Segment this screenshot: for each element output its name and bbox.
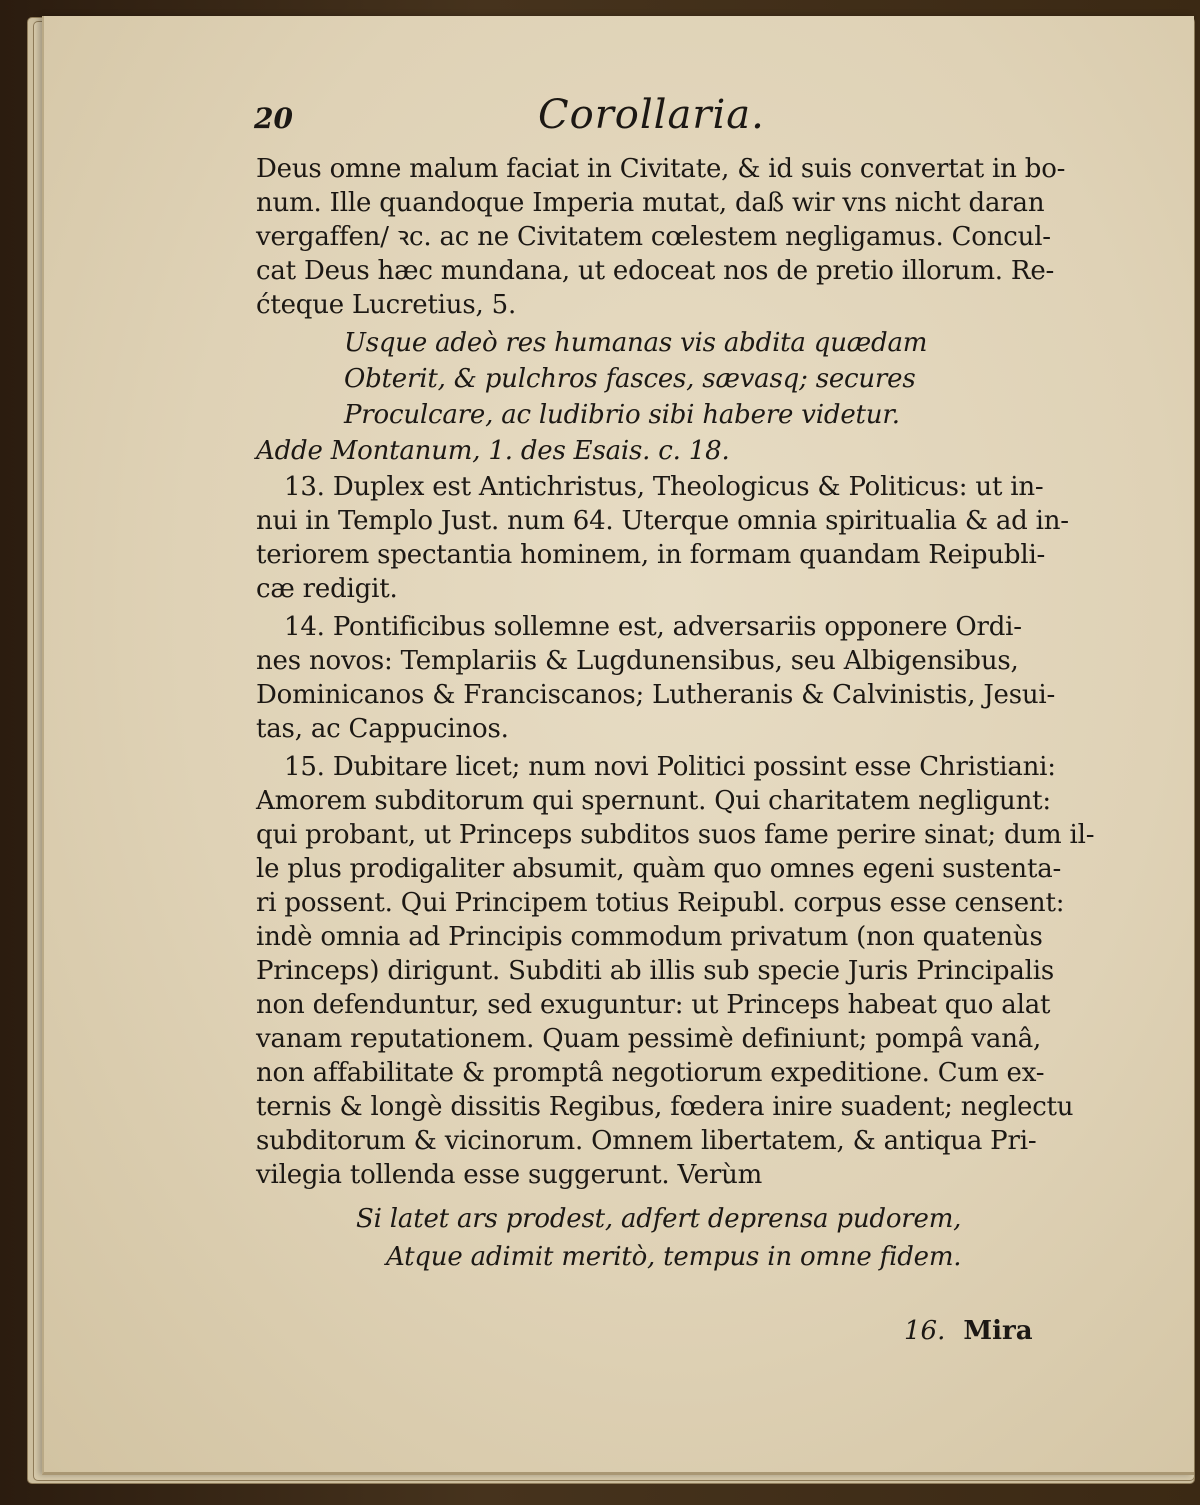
text-line: nes novos: Templariis & Lugdunensibus, seu Albigensibus, [256,646,1019,676]
text-line: vergaffen/ ꝛc. ac ne Civitatem cœlestem negligamus. Concul- [256,222,1051,252]
text-line: ri possent. Qui Principem totius Reipubl. corpus esse censent: [256,888,1065,918]
text-line: non affabilitate & promptâ negotiorum expeditione. Cum ex- [256,1058,1045,1088]
catchword-number: 16. [904,1316,946,1346]
text-line: num. Ille quandoque Imperia mutat, daß wir vns nicht daran [256,188,1045,218]
catchword [904,1316,1033,1346]
text-line: ćteque Lucretius, 5. [256,290,517,320]
text-line: 15. Dubitare licet; num novi Politici possint esse Christiani: [284,752,1056,782]
text-line: Dominicanos & Franciscanos; Lutheranis & Calvinistis, Jesui- [256,680,1056,710]
text-line: indè omnia ad Principis commodum privatum (non quatenùs [256,922,1043,952]
text-line: Amorem subditorum qui spernunt. Qui charitatem negligunt: [256,786,1051,816]
text-line: le plus prodigaliter absumit, quàm quo omnes egeni sustenta- [256,854,1062,884]
text-line: vilegia tollenda esse suggerunt. Verùm [256,1160,763,1190]
verse-line: Atque adimit meritò, tempus in omne fidem. [386,1242,962,1272]
text-line: cæ redigit. [256,574,398,604]
verse-line: Usque adeò res humanas vis abdita quædam [344,328,928,358]
text-line: non defenduntur, sed exuguntur: ut Princeps habeat quo alat [256,990,1051,1020]
text-line: nui in Templo Just. num 64. Uterque omnia spiritualia & ad in- [256,506,1069,536]
text-line: subditorum & vicinorum. Omnem libertatem, & antiqua Pri- [256,1126,1037,1156]
verse-line: Si latet ars prodest, adfert deprensa pudorem, [356,1204,962,1234]
text-line: tas, ac Cappucinos. [256,714,509,744]
text-line: 13. Duplex est Antichristus, Theologicus & Politicus: ut in- [284,472,1044,502]
text-line: teriorem spectantia hominem, in formam quandam Reipubli- [256,540,1046,570]
addendum-line: Adde Montanum, 1. des Esais. c. 18. [256,436,730,466]
text-line: qui probant, ut Princeps subditos suos fame perire sinat; dum il- [256,820,1095,850]
page-number: 20 [254,102,293,135]
text-line: 14. Pontificibus sollemne est, adversariis opponere Ordi- [284,612,1022,642]
verse-line: Obterit, & pulchros fasces, sævasq; secures [344,364,916,394]
verse-line: Proculcare, ac ludibrio sibi habere videtur. [344,400,900,430]
text-line: cat Deus hæc mundana, ut edoceat nos de pretio illorum. Re- [256,256,1055,286]
book-page [42,16,1194,1475]
text-line: ternis & longè dissitis Regibus, fœdera inire suadent; neglectu [256,1092,1074,1122]
text-line: vanam reputationem. Quam pessimè definiunt; pompâ vanâ, [256,1024,1042,1054]
text-line: Princeps) dirigunt. Subditi ab illis sub specie Juris Principalis [256,956,1055,986]
catchword-word: Mira [963,1316,1033,1346]
running-title: Corollaria. [538,92,765,138]
text-line: Deus omne malum faciat in Civitate, & id suis convertat in bo- [256,154,1066,184]
